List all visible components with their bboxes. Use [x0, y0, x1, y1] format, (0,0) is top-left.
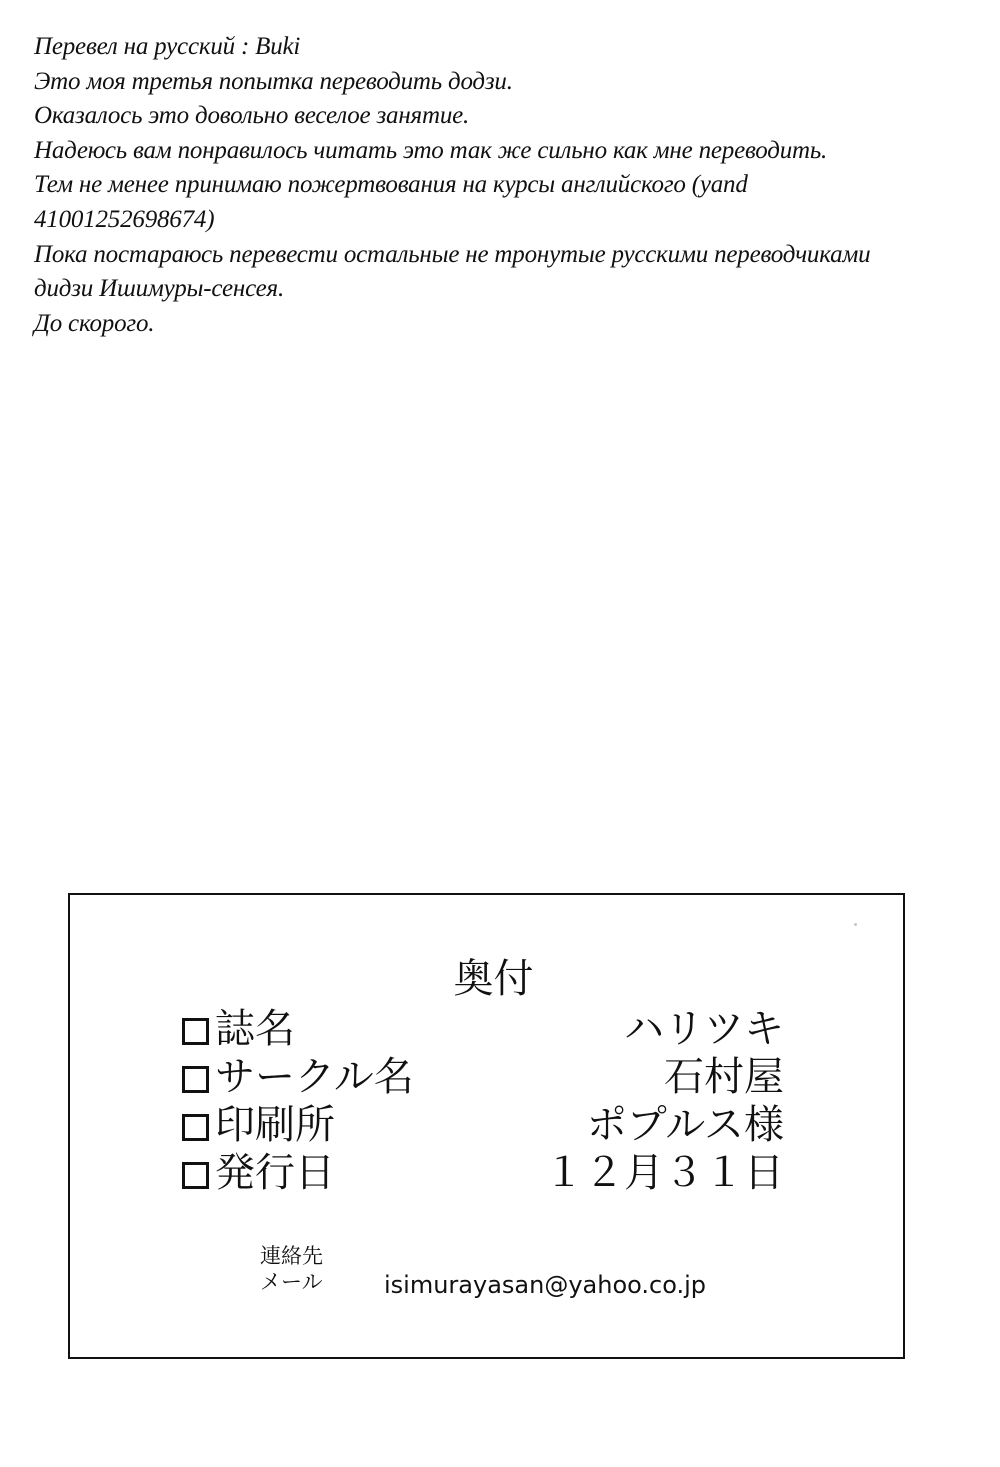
row-label-group	[182, 1151, 335, 1195]
translator-note	[34, 30, 914, 341]
contact-label: 連絡先	[260, 1244, 323, 1268]
row-label-group	[182, 1055, 414, 1099]
colophon-row-circle	[182, 1053, 784, 1101]
colophon-row-printer	[182, 1101, 784, 1149]
note-line: Оказалось это довольно веселое занятие.	[34, 102, 470, 130]
row-value: １２月３１日	[544, 1150, 784, 1196]
paper-speck	[854, 923, 857, 926]
row-label: 印刷所	[215, 1102, 335, 1148]
checkbox-icon	[182, 1114, 209, 1141]
row-label: サークル名	[215, 1054, 414, 1100]
note-line: Это моя третья попытка переводить додзи.	[34, 67, 513, 95]
colophon-box	[68, 893, 905, 1359]
checkbox-icon	[182, 1018, 209, 1045]
contact-email[interactable]: isimurayasan@yahoo.co.jp	[384, 1271, 707, 1299]
checkbox-icon	[182, 1162, 209, 1189]
row-label: 発行日	[215, 1150, 335, 1196]
colophon-rows	[182, 1005, 784, 1197]
note-line: Пока постараюсь перевести остальные не тронутые русскими переводчиками	[34, 240, 871, 268]
contact-labels	[260, 1243, 323, 1295]
row-label-group	[182, 1007, 295, 1051]
note-line: Перевел на русский : Buki	[34, 33, 301, 60]
colophon-row-date	[182, 1149, 784, 1197]
note-line: Надеюсь вам понравилось читать это так же сильно как мне переводить.	[34, 136, 828, 164]
colophon-title: 奥付	[453, 956, 534, 1002]
row-value: ポプルス様	[586, 1102, 784, 1148]
mail-label: メール	[260, 1270, 323, 1294]
note-line: До скорого.	[34, 309, 155, 337]
note-line: Тем не менее принимаю пожертвования на курсы английского (yand	[34, 171, 748, 199]
colophon-row-title	[182, 1005, 784, 1053]
row-value: ハリツキ	[624, 1006, 784, 1052]
checkbox-icon	[182, 1066, 209, 1093]
note-line: дидзи Ишимуры-сенсея.	[34, 275, 284, 303]
row-label-group	[182, 1103, 335, 1147]
row-value: 石村屋	[664, 1054, 784, 1100]
note-line: 41001252698674)	[34, 205, 215, 233]
row-label: 誌名	[215, 1006, 295, 1052]
